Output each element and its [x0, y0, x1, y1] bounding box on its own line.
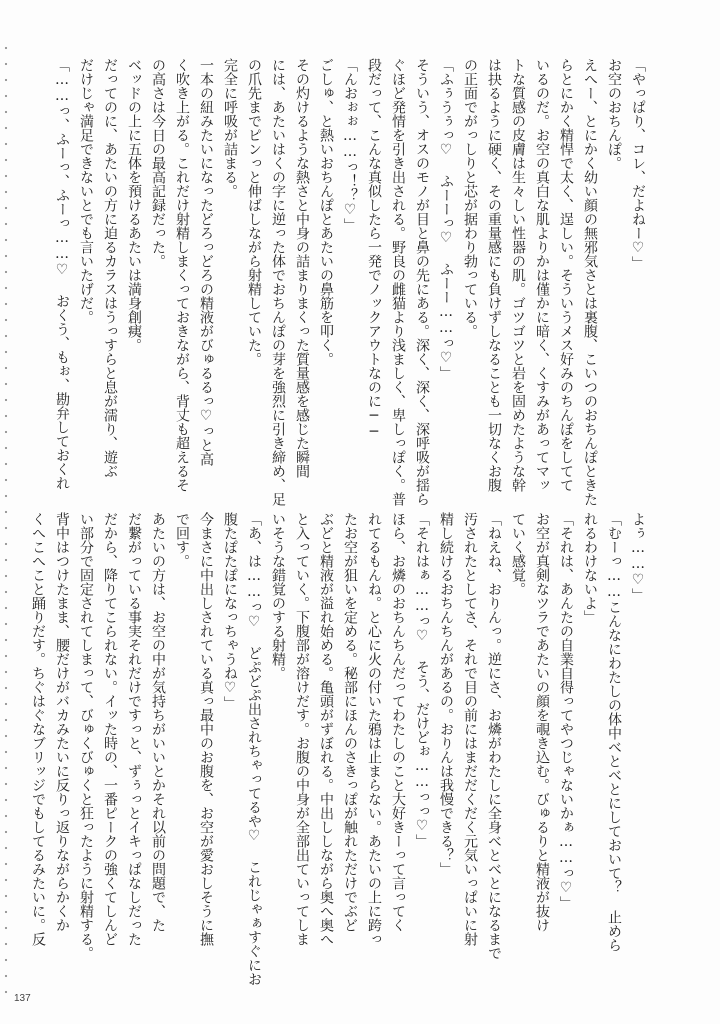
text-line: 背中はつけたまま、腰だけがバカみたいに反りっ返りながらかくか: [54, 512, 70, 932]
text-line: は抉るように硬く、その重量感にも負けずしなることも一切なくお腹: [486, 58, 502, 492]
text-line: い部分で固定されてしまって、びゅくびゅくと狂ったように射精する。: [78, 512, 94, 960]
text-line: には、あたいはくの字に逆った体でおちんぽの芽を強烈に引き締め、足: [270, 58, 286, 506]
text-line: 「ねえね、おりんっ。逆にさ、お燐がわたしに全身べとべとになるまで: [486, 512, 502, 960]
text-line: 「ふぅうぅっ♡ ふーーっ♡ ふーー……っ♡」: [438, 58, 454, 380]
text-line: 「やっぱり、コレ、だよねー♡」: [630, 58, 646, 270]
page-number: 137: [14, 993, 31, 1004]
text-line: ごしゅ、と熱いおちんぽとあたいの鼻筋を叩く。: [318, 58, 334, 366]
text-line: えへー、とにかく幼い顔の無邪気さとは裏腹、こいつのおちんぽときた: [582, 58, 598, 506]
text-line: だ繋がっている事実それだけですっと、ずぅっとイキっぱなしだった: [126, 512, 142, 946]
text-line: いるのだ。お空の真白な肌よりかは僅かに暗く、くすみがあってマッ: [534, 58, 550, 492]
margin-dot-rule: [4, 40, 8, 1000]
text-line: 今まさに中出しされている真っ最中のお腹を、お空が愛おしそうに撫: [198, 512, 214, 946]
text-line: 「それは、あんたの自業自得ってやつじゃないかぁ……っ♡」: [558, 512, 574, 910]
text-line: トな質感の皮膚は生々しい性器の肌。ゴツゴツと岩を固めたような幹: [510, 58, 526, 492]
text-line: ぐほど発情を引き出される。野良の雌猫より浅ましく、卑しっぽく。普: [390, 58, 406, 506]
text-line: 腹たぽたぽになっちゃうね♡」: [222, 512, 238, 710]
text-line: 「んおぉぉ……っ！？♡」: [342, 58, 358, 232]
text-line: の高さは今日の最高記録だった。: [150, 58, 166, 268]
text-block-bottom: [30, 512, 650, 986]
text-line: れるわけないよ」: [582, 512, 598, 624]
text-line: 精し続けるおちんちんがあるの。おりんは我慢できる？」: [438, 512, 454, 876]
text-line: だってのに、あたいの方に迫るカラスはうっすらと息が濡り、遊ぶ: [102, 58, 118, 478]
text-line: たお空が狙いを定める。秘部にほんのさきっぽが触れただけでぶど: [342, 512, 358, 932]
text-line: 一本の紐みたいになったどろっどろの精液がびゅるるっ♡っと高: [198, 58, 214, 466]
text-line: その灼けるような熱さと中身の詰まりまくった質量感を感じた瞬間: [294, 58, 310, 478]
text-line: くへこへこと踊りだす。ちぐはぐなブリッジでもしてるみたいに。反: [30, 512, 46, 946]
text-line: く吹き上がる。これだけ射精しまくっておきながら、背丈も超えるそ: [174, 58, 190, 492]
text-line: よぅ……♡」: [630, 512, 646, 602]
text-line: 汚されたとしてさ、それで目の前にはまだだくだく元気いっぱいに射: [462, 512, 478, 946]
text-line: ベッドの上に五体を預けるあたいは満身創痍。: [126, 58, 142, 352]
text-line: らとにかく精悍で太く、逞しい。そういうメス好みのちんぽをしてて: [558, 58, 574, 492]
text-line: そういう、オスのモノが目と鼻の先にある。深く、深く、深呼吸が揺ら: [414, 58, 430, 506]
text-line: 段だって、こんな真似したら一発でノックアウトなのに──: [366, 58, 382, 440]
text-line: で回す。: [174, 512, 190, 568]
text-block-top: [54, 58, 650, 506]
text-line: ていく感覚。: [510, 512, 526, 596]
text-line: お空のおちんぽ。: [606, 58, 622, 170]
text-line: ぶどと精液が溢れ始める。亀頭がずぼれる。中出ししながら奥へ奥へ: [318, 512, 334, 946]
text-line: 「……っ、ふーっ、ふーっ……♡ おくう、もぉ、勘弁しておくれ: [54, 58, 70, 490]
text-line: 「あ、は……っ♡ どぷどぷ出されちゃってるや♡ これじゃぁすぐにお: [246, 512, 262, 986]
text-line: お空が真剣なツラであたいの顔を覗き込む。びゅるりと精液が抜け: [534, 512, 550, 932]
text-line: の爪先までピンっと伸ばしながら射精していた。: [246, 58, 262, 366]
text-line: れてるもんね。と心に火の付いた鴉は止まらない。あたいの上に跨っ: [366, 512, 382, 946]
text-line: あたいの方は、お空の中が気持ちがいいとかそれ以前の問題で、た: [150, 512, 166, 932]
text-line: 「それはぁ……っ♡ そう、だけどぉ……っっ♡」: [414, 512, 430, 848]
text-line: 完全に呼吸が詰まる。: [222, 58, 238, 198]
text-line: だけじゃ満足できないとでも言いたげだ。: [78, 58, 94, 324]
text-line: 「むーっ……こんなにわたしの体中べとべとにしておいて？ 止めら: [606, 512, 622, 952]
text-line: ほら、お燐のおちんちんだってわたしのこと大好きーって言ってく: [390, 512, 406, 932]
text-line: だから、降りてこられない。イッた時の、一番ピークの強くてしんど: [102, 512, 118, 946]
text-line: の正面でがっしりと芯が据わり勃っている。: [462, 58, 478, 338]
text-line: いそうな錯覚のする射精。: [270, 512, 286, 680]
text-line: と入っていく。下腹部が溶けだす。お腹の中身が全部出ていってしま: [294, 512, 310, 946]
